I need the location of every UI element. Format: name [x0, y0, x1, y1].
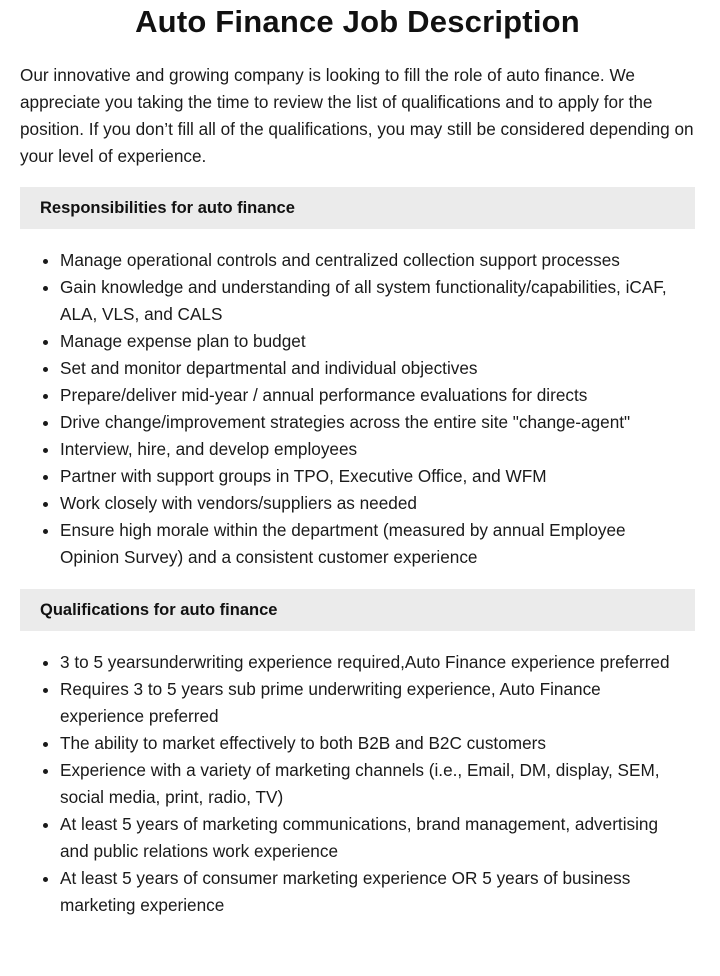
page-title: Auto Finance Job Description — [135, 4, 580, 39]
list-item: Manage operational controls and centralized collection support processes — [60, 247, 695, 274]
list-item: Ensure high morale within the department (measured by annual Employee Opinion Survey) and a consistent customer experience — [60, 517, 695, 571]
list-item: Drive change/improvement strategies across the entire site "change-agent" — [60, 409, 695, 436]
list-item: The ability to market effectively to both B2B and B2C customers — [60, 730, 695, 757]
list-item: Gain knowledge and understanding of all system functionality/capabilities, iCAF, ALA, VLS, and CALS — [60, 274, 695, 328]
qualifications-section-header — [20, 589, 695, 631]
list-item: Set and monitor departmental and individual objectives — [60, 355, 695, 382]
qualifications-list — [20, 649, 695, 919]
list-item: Partner with support groups in TPO, Executive Office, and WFM — [60, 463, 695, 490]
list-item: Prepare/deliver mid-year / annual performance evaluations for directs — [60, 382, 695, 409]
responsibilities-section-header — [20, 187, 695, 229]
intro-paragraph: Our innovative and growing company is looking to fill the role of auto finance. We appreciate you taking the time to review the list of qualifications and to apply for the position. If you don’t fill all of the qualifications, you may still be considered depending on your level of experience. — [20, 65, 694, 166]
responsibilities-list — [20, 247, 695, 571]
list-item: At least 5 years of marketing communications, brand management, advertising and public relations work experience — [60, 811, 695, 865]
qualifications-heading: Qualifications for auto finance — [40, 600, 278, 619]
list-item: Manage expense plan to budget — [60, 328, 695, 355]
list-item: At least 5 years of consumer marketing experience OR 5 years of business marketing experience — [60, 865, 695, 919]
list-item: 3 to 5 yearsunderwriting experience required,Auto Finance experience preferred — [60, 649, 695, 676]
list-item: Experience with a variety of marketing channels (i.e., Email, DM, display, SEM, social media, print, radio, TV) — [60, 757, 695, 811]
responsibilities-heading: Responsibilities for auto finance — [40, 198, 295, 217]
list-item: Work closely with vendors/suppliers as needed — [60, 490, 695, 517]
list-item: Requires 3 to 5 years sub prime underwriting experience, Auto Finance experience preferred — [60, 676, 695, 730]
list-item: Interview, hire, and develop employees — [60, 436, 695, 463]
